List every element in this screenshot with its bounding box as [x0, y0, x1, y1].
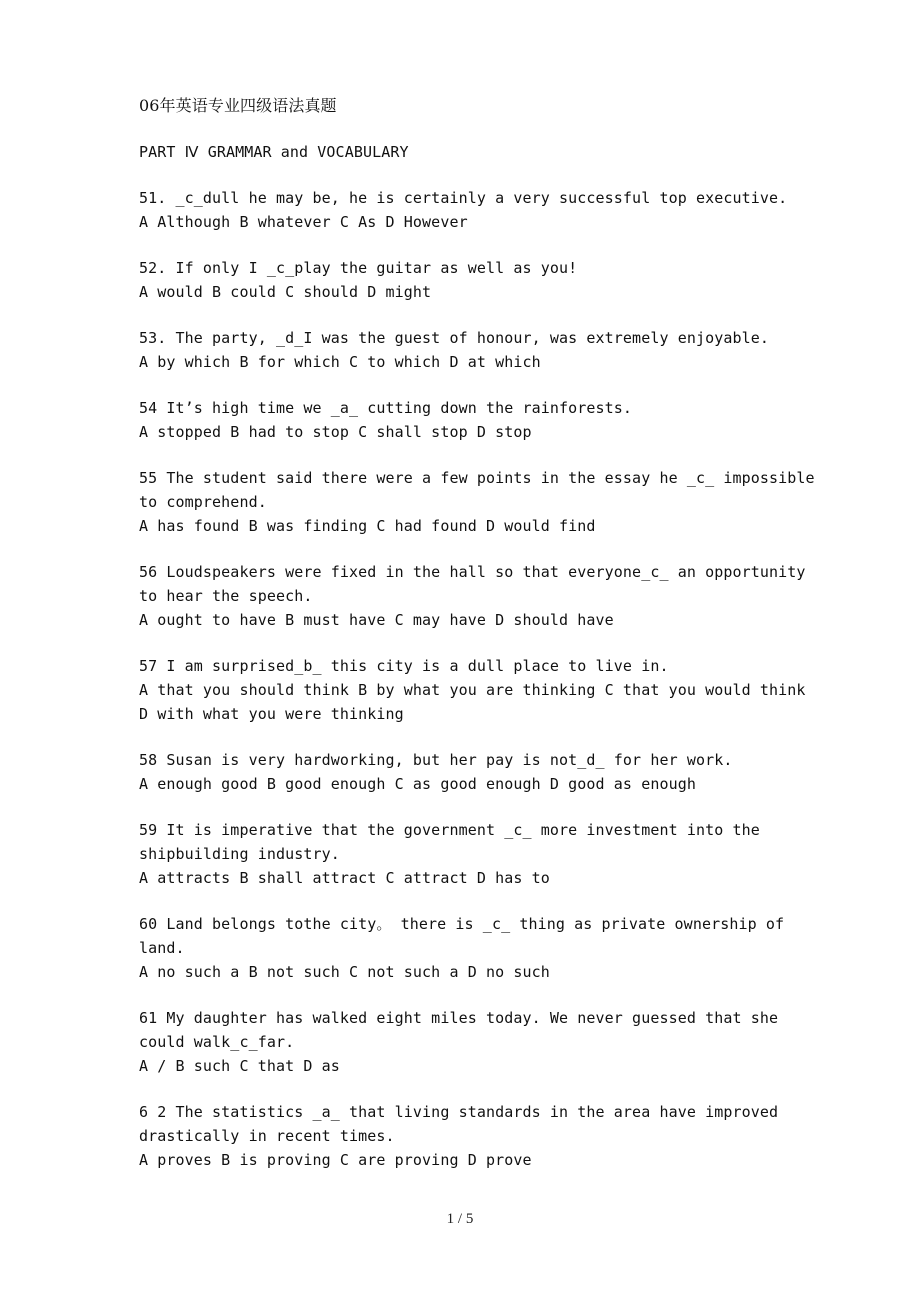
answer-options: A stopped B had to stop C shall stop D stop — [139, 423, 532, 441]
document-title: 06年英语专业四级语法真题 — [139, 96, 337, 115]
question-59 — [139, 818, 819, 890]
answer-options: A / B such C that D as — [139, 1057, 340, 1075]
answer-options: A Although B whatever C As D However — [139, 213, 468, 231]
question-text-continued: to hear the speech. — [139, 587, 313, 605]
question-62 — [139, 1100, 819, 1172]
answer-options: A attracts B shall attract C attract D has to — [139, 869, 550, 887]
question-text-continued: could walk_c_far. — [139, 1033, 295, 1051]
question-text: 61 My daughter has walked eight miles today. We never guessed that she — [139, 1009, 779, 1027]
question-text: 58 Susan is very hardworking, but her pay is not_d_ for her work. — [139, 751, 733, 769]
page-number: 1 / 5 — [446, 1211, 474, 1227]
question-55 — [139, 466, 819, 538]
question-text: 56 Loudspeakers were fixed in the hall so that everyone_c_ an opportunity — [139, 563, 806, 581]
question-54 — [139, 396, 819, 444]
question-text-continued: shipbuilding industry. — [139, 845, 340, 863]
question-51 — [139, 186, 819, 234]
answer-options: A no such a B not such C not such a D no such — [139, 963, 550, 981]
question-text: 6 2 The statistics _a_ that living standards in the area have improved — [139, 1103, 779, 1121]
answer-options: A proves B is proving C are proving D prove — [139, 1151, 532, 1169]
question-52 — [139, 256, 819, 304]
question-61 — [139, 1006, 819, 1078]
answer-options: A that you should think B by what you are thinking C that you would think — [139, 681, 806, 699]
answer-options: A would B could C should D might — [139, 283, 432, 301]
question-57 — [139, 654, 819, 726]
question-text: 52. If only I _c_play the guitar as well as you! — [139, 259, 578, 277]
question-text-continued: drastically in recent times. — [139, 1127, 395, 1145]
question-text: 59 It is imperative that the government _c_ more investment into the — [139, 821, 760, 839]
question-60 — [139, 912, 819, 984]
answer-options: A ought to have B must have C may have D should have — [139, 611, 614, 629]
question-text: 57 I am surprised_b_ this city is a dull place to live in. — [139, 657, 669, 675]
question-text-continued: to comprehend. — [139, 493, 267, 511]
question-text: 55 The student said there were a few points in the essay he _c_ impossible — [139, 469, 815, 487]
answer-options: A has found B was finding C had found D would find — [139, 517, 596, 535]
question-text-continued: land. — [139, 939, 185, 957]
part-heading: PART Ⅳ GRAMMAR and VOCABULARY — [139, 143, 409, 161]
document-page — [139, 94, 819, 1194]
question-text: 53. The party, _d_I was the guest of honour, was extremely enjoyable. — [139, 329, 770, 347]
answer-options: A by which B for which C to which D at which — [139, 353, 541, 371]
answer-options: A enough good B good enough C as good enough D good as enough — [139, 775, 696, 793]
question-53 — [139, 326, 819, 374]
question-text: 51. _c_dull he may be, he is certainly a very successful top executive. — [139, 189, 788, 207]
question-text: 60 Land belongs tothe city。 there is _c_ thing as private ownership of — [139, 915, 785, 933]
question-text: 54 It’s high time we _a_ cutting down the rainforests. — [139, 399, 633, 417]
answer-options-continued: D with what you were thinking — [139, 705, 404, 723]
question-58 — [139, 748, 819, 796]
question-56 — [139, 560, 819, 632]
